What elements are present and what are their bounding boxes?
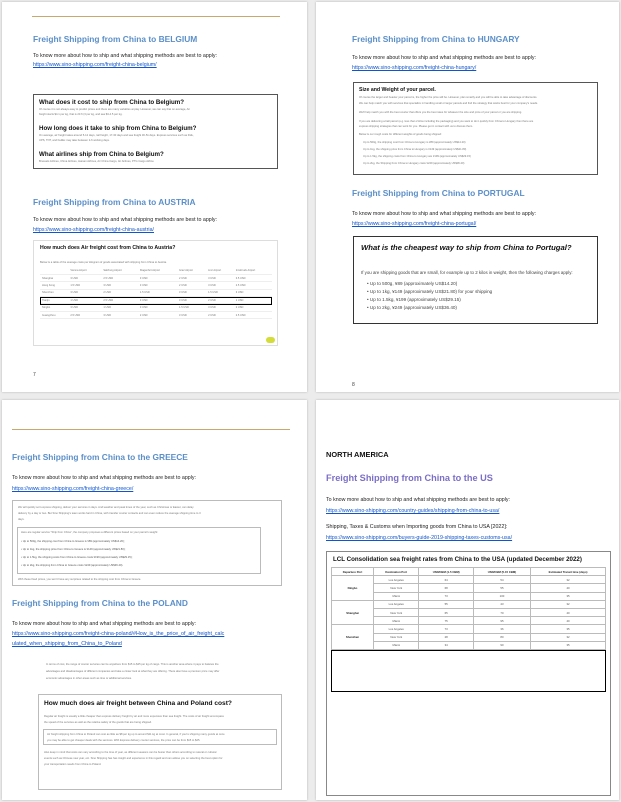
departure-port-cell: Shanghai bbox=[332, 600, 374, 625]
table-cell: 2.5 USD bbox=[234, 282, 272, 289]
intro-portugal: To know more about how to ship and what shipping methods are best to apply: bbox=[352, 211, 537, 217]
table-cell: Klagenfurt Airport bbox=[138, 267, 177, 274]
intro-austria: To know more about how to ship and what shipping methods are best to apply: bbox=[33, 217, 218, 223]
table-cell: 1 USD bbox=[68, 297, 101, 304]
table-cell: Shanghai bbox=[40, 274, 68, 281]
belgium-q1-text: freight starts $4.1 per kg, that is 23.6 (3 per kg, and sea $3-4.5 per kg. bbox=[39, 112, 123, 116]
poland-box-line: Air freight shipping from China to Poland can cost as little as $8 per kg up to around $11 kg at most. In general, if you're shipping many goods at once bbox=[47, 733, 225, 736]
table-cell: 55 bbox=[473, 584, 530, 592]
hungary-bullet: Up to 1.5kg, the shipping costs from China to Hungary are ¥199 (approximately US$29.15) bbox=[363, 155, 471, 158]
section-north-america: NORTH AMERICA bbox=[326, 450, 389, 459]
table-cell: 32 bbox=[531, 633, 606, 641]
link-austria[interactable]: https://www.sino-shipping.com/freight-china-austria/ bbox=[33, 227, 154, 233]
belgium-q2-text: On average, air freight takes around 5-12 days, rail freight, 17-30 days and sea freight 30-51 days. Express services such as DHL, bbox=[39, 134, 194, 137]
document-page-greece-poland bbox=[2, 400, 307, 800]
heading-greece: Freight Shipping from China to the GREECE bbox=[12, 452, 188, 462]
table-cell: 73 bbox=[419, 592, 473, 600]
table-cell: 3 USD bbox=[177, 311, 206, 318]
table-cell: 1.5 USD bbox=[206, 289, 234, 296]
poland-box-line: the speed of the services as well as the relative safety of the goods that are being shipped. bbox=[44, 721, 152, 724]
table-row bbox=[332, 641, 606, 649]
intro-belgium: To know more about how to ship and what shipping methods are best to apply: bbox=[33, 53, 218, 59]
austria-price-table bbox=[40, 267, 272, 319]
table-row bbox=[332, 592, 606, 600]
table-header-cell: Estimated Transit time (days) bbox=[531, 568, 606, 576]
table-cell: 2 USD bbox=[177, 274, 206, 281]
table-cell: Los Angeles bbox=[374, 625, 419, 633]
table-cell: 3 USD bbox=[138, 274, 177, 281]
link-us-taxes[interactable]: https://www.sino-shipping.com/buyers-guide-2019-shipping-taxes-customs-usa/ bbox=[326, 535, 513, 541]
link-portugal[interactable]: https://www.sino-shipping.com/freight-china-portugal/ bbox=[352, 221, 477, 227]
hungary-box-line: express shipping strategies that can work for you. Please get in contact with us to discuss them. bbox=[359, 125, 473, 128]
greece-inner-heading: Here are regular service "Ship from China", the company proposes a different prices based on your parcel's weight: bbox=[21, 531, 158, 534]
greece-box-line: delivery by a day or two. But Sino Shipping's team works hard in China, with transfer courier contacts and can even reduce the average shipping time to 3 bbox=[18, 512, 201, 515]
greece-footer-line: With these fixed prices, you won't have any surprises related to the shipping cost from China to Greece. bbox=[18, 578, 142, 581]
poland-box-line: events such as Chinese new year, etc. Sino Shipping has has insight and experience in this regard and can advise you on selecting the best option for bbox=[44, 757, 223, 760]
page-number: 7 bbox=[33, 372, 36, 378]
table-cell: 32 bbox=[531, 576, 606, 584]
table-cell: 2 USD bbox=[177, 282, 206, 289]
table-row bbox=[40, 311, 272, 318]
poland-box-line: you may be able to get cheaper deals with the services. With Express delivery courier services, the price can be from $15 to $25. bbox=[47, 739, 201, 742]
table-header-row bbox=[40, 267, 272, 274]
table-row bbox=[40, 274, 272, 281]
table-cell: 2 USD bbox=[206, 297, 234, 304]
austria-box-title: How much does Air freight cost from China to Austria? bbox=[40, 245, 176, 251]
austria-cost-box bbox=[33, 240, 278, 346]
table-row bbox=[40, 289, 272, 296]
hungary-box-line: If you are delivering a ball parcel (e.g. less than 2 kilos including the packaging) and you want to do it quickly from China to Hungary then there are bbox=[359, 120, 534, 123]
table-cell: 75 bbox=[419, 617, 473, 625]
link-belgium[interactable]: https://www.sino-shipping.com/freight-china-belgium/ bbox=[33, 62, 157, 68]
table-cell: Miami bbox=[374, 617, 419, 625]
poland-box-line: Regular air freight is usually a little cheaper than express delivery freight by air and more expensive than sea freight. The costs of air freight encompass bbox=[44, 715, 224, 718]
table-cell: 3 USD bbox=[206, 304, 234, 311]
departure-port-cell: Ningbo bbox=[332, 576, 374, 601]
table-cell: Innsbruck Airport bbox=[234, 267, 272, 274]
poland-para-line: advantages and disadvantages of different companies and take a closer look at what they are offering. There also have a premium price may offer bbox=[46, 670, 220, 673]
link-poland-cont[interactable]: ulated_when_shipping_from_China_to_Poland bbox=[12, 641, 122, 647]
table-cell: 35 bbox=[531, 641, 606, 649]
table-cell: 3 USD bbox=[68, 304, 101, 311]
table-cell: 3 USD bbox=[68, 289, 101, 296]
hungary-bullet: Up to 1kg, the shipping price from China to Hungary is ¥149 (approximately US$21.80) bbox=[363, 148, 467, 151]
table-cell: 55 bbox=[419, 600, 473, 608]
hungary-bullet: Up to 500g, the shipping cost from China to Hungary is ¥89 (approximately US$14.20) bbox=[363, 141, 466, 144]
table-cell: 40 bbox=[531, 584, 606, 592]
link-poland[interactable]: https://www.sino-shipping.com/freight-china-poland/#How_is_the_price_of_air_freight_calc bbox=[12, 631, 225, 637]
table-row bbox=[40, 304, 272, 311]
table-cell: Los Angeles bbox=[374, 576, 419, 584]
hungary-box-line: We can help match you with services that specialize in handling small or larger parcels and find the strategy that works best for your company's needs. bbox=[359, 102, 538, 105]
table-cell: 2 USD bbox=[234, 304, 272, 311]
greece-prices-panel bbox=[17, 527, 261, 574]
shenzhen-row-highlight bbox=[40, 297, 272, 305]
poland-box-title: How much does air freight between China and Poland cost? bbox=[44, 700, 232, 707]
table-cell: 3 USD bbox=[177, 297, 206, 304]
intro-hungary: To know more about how to ship and what shipping methods are best to apply: bbox=[352, 55, 537, 61]
table-header-cell: Departure Port bbox=[332, 568, 374, 576]
table-header-cell: Destination Port bbox=[374, 568, 419, 576]
hungary-box-line: Below is our rough costs for different weights of goods being shipped: bbox=[359, 133, 442, 136]
poland-para-line: In terms of cost, the range of courier services can be anywhere from $15 to $25 per kg of cargo. This is another area where it pays to balance the bbox=[46, 663, 219, 666]
greece-box-line: days. bbox=[18, 518, 25, 521]
document-page-hungary-portugal bbox=[316, 2, 619, 392]
austria-box-caption: Below is a table of the average costs per kilogram of goods associated with shipping from China to Austria. bbox=[40, 261, 167, 264]
table-cell: 2 USD bbox=[138, 311, 177, 318]
portugal-bullet: • Up to 1.5kg, ¥199 (approximately US$29.15) bbox=[367, 297, 461, 302]
table-cell: Linz Airport bbox=[206, 267, 234, 274]
hungary-box-line: We'll help match you with the best courier that offers you the best rates for whatever the size and price of your parcel or you are shipping. bbox=[359, 111, 522, 114]
poland-cost-panel bbox=[43, 729, 277, 745]
table-cell: 36 bbox=[473, 625, 530, 633]
hungary-bullet: Up to 2kg, the Shipping from China to Hungary costs ¥249 (approximately US$36.40) bbox=[363, 162, 465, 165]
portugal-bullet: • Up to 1kg, ¥149 (approximately US$21.80) for your shipping bbox=[367, 289, 493, 294]
departure-port-cell: Shenzhen bbox=[332, 625, 374, 650]
hungary-box-line: Of course the larger and heavier your parcel is, the higher the price will be. However, plan smartly and you will be able to take advantage of discounts. bbox=[359, 96, 538, 99]
table-cell: Ningbo bbox=[40, 304, 68, 311]
greece-bullet: • Up to 1.5kg, the shipping costs from China to Greece costs ¥199 (approximately US$29.15); bbox=[21, 556, 133, 559]
document-page-belgium-austria bbox=[2, 2, 307, 392]
table-cell: 3 USD bbox=[138, 282, 177, 289]
greece-bullet: • Up to 1kg, the shipping price from China to Greece is ¥149 (approximately US$21.80); bbox=[21, 548, 126, 551]
table-cell: 90 bbox=[473, 641, 530, 649]
table-cell bbox=[40, 267, 68, 274]
portugal-bullet: • Up to 500g, ¥89 (approximately US$14.20) bbox=[367, 281, 458, 286]
table-row bbox=[332, 633, 606, 641]
table-cell: 68 bbox=[419, 584, 473, 592]
heading-belgium: Freight Shipping from China to BELGIUM bbox=[33, 34, 198, 44]
table-cell: 2 USD bbox=[206, 311, 234, 318]
table-cell: Miami bbox=[374, 592, 419, 600]
poland-box-line: Also keep in mind that costs can vary according to the time of year, as different seasons can be busier than others according to natural or cultural bbox=[44, 751, 217, 754]
greece-bullet: • Up to 2kg, the shipping from China to Greece costs ¥249 (approximately US$36.40). bbox=[21, 564, 124, 567]
link-greece[interactable]: https://www.sino-shipping.com/freight-china-greece/ bbox=[12, 486, 134, 492]
table-cell: 80 bbox=[473, 633, 530, 641]
table-cell: Vienna Airport bbox=[68, 267, 101, 274]
table-row bbox=[332, 608, 606, 616]
belgium-q3-text: Brussels Airlines, China Airlines, Hainan Airlines, Air China Cargo, Air Airlines, PTG Cargo Airline bbox=[39, 160, 154, 163]
table-cell: 40 bbox=[531, 617, 606, 625]
table-cell: 70 bbox=[473, 608, 530, 616]
table-cell: Hong Kong bbox=[40, 282, 68, 289]
table-cell: 3 USD bbox=[234, 289, 272, 296]
table-cell: 65 bbox=[419, 608, 473, 616]
portugal-box-text: If you are shipping goods that are small, for example up to 2 kilos in weight, then the following charges apply: bbox=[361, 270, 573, 275]
intro-us: To know more about how to ship and what shipping methods are best to apply: bbox=[326, 497, 511, 503]
table-header-cell: USD/CBM (1-5 CBM) bbox=[419, 568, 473, 576]
portugal-box-title: What is the cheapest way to ship from China to Portugal? bbox=[361, 243, 572, 252]
table-cell: New York bbox=[374, 608, 419, 616]
table-cell: 2.5 USD bbox=[234, 311, 272, 318]
table-cell: 43 bbox=[473, 600, 530, 608]
heading-poland: Freight Shipping from China to the POLAND bbox=[12, 598, 188, 608]
table-cell: 2.5 USD bbox=[101, 297, 138, 304]
portugal-cheapest-box bbox=[353, 236, 598, 324]
link-hungary[interactable]: https://www.sino-shipping.com/freight-china-hungary/ bbox=[352, 65, 477, 71]
lcl-table-title: LCL Consolidation sea freight rates from China to the USA (updated December 2022) bbox=[333, 556, 582, 563]
lcl-rates-box bbox=[326, 551, 611, 796]
heading-hungary: Freight Shipping from China to HUNGARY bbox=[352, 34, 520, 44]
table-cell: 3 USD bbox=[138, 304, 177, 311]
table-cell: 2.5 USD bbox=[68, 311, 101, 318]
table-cell: Guangzhou bbox=[40, 311, 68, 318]
poland-cost-box bbox=[38, 694, 282, 790]
greece-bullet: • Up to 500g, the shipping cost from China to Greece is ¥89 (approximately US$14.20); bbox=[21, 540, 125, 543]
table-row bbox=[332, 625, 606, 633]
belgium-faq-box bbox=[33, 94, 278, 169]
heading-us: Freight Shipping from China to the US bbox=[326, 473, 493, 483]
table-cell: 1.5 USD bbox=[177, 304, 206, 311]
heading-austria: Freight Shipping from China to AUSTRIA bbox=[33, 197, 196, 207]
table-cell: 2 USD bbox=[101, 289, 138, 296]
portugal-bullet: • Up to 2kg, ¥249 (approximately US$36.40) bbox=[367, 305, 457, 310]
table-cell: Graz Airport bbox=[177, 267, 206, 274]
table-cell: 1 USD bbox=[101, 304, 138, 311]
document-page-north-america bbox=[316, 400, 619, 800]
table-cell: 3 USD bbox=[206, 282, 234, 289]
table-cell: 1.5 USD bbox=[138, 289, 177, 296]
poland-para-line: economic advantages in other areas such as time or additional services. bbox=[46, 677, 132, 680]
table-cell: Miami bbox=[374, 641, 419, 649]
table-cell: 3 USD bbox=[101, 282, 138, 289]
table-cell: 3.5 USD bbox=[234, 274, 272, 281]
table-cell: 3 USD bbox=[206, 274, 234, 281]
greece-box-line: We will quickly sort express shipping, deliver your services in days. And weather and peak times of the year, such as Christmas or Easter, can delay bbox=[18, 506, 194, 509]
hungary-size-weight-box bbox=[353, 82, 598, 175]
belgium-q1: What does it cost to ship from China to Belgium? bbox=[39, 99, 185, 106]
table-cell: 54 bbox=[473, 576, 530, 584]
belgium-q2: How long does it take to ship from China to Belgium? bbox=[39, 125, 197, 132]
intro-poland: To know more about how to ship and what shipping methods are best to apply: bbox=[12, 621, 197, 627]
heading-portugal: Freight Shipping from China to PORTUGAL bbox=[352, 188, 525, 198]
table-cell: 73 bbox=[419, 625, 473, 633]
table-cell: 95 bbox=[473, 617, 530, 625]
table-row bbox=[332, 584, 606, 592]
table-cell: 35 bbox=[531, 592, 606, 600]
table-row bbox=[332, 576, 606, 584]
table-cell: 3 USD bbox=[68, 274, 101, 281]
lcl-rates-table bbox=[331, 567, 606, 650]
table-cell: Tianjin bbox=[40, 297, 68, 304]
table-row bbox=[332, 617, 606, 625]
table-cell: Los Angeles bbox=[374, 600, 419, 608]
greece-express-box bbox=[12, 500, 282, 586]
table-cell: 28 bbox=[419, 633, 473, 641]
intro2-us: Shipping, Taxes & Customs when Importing goods from China to USA [2022]: bbox=[326, 524, 508, 530]
table-cell: 100 bbox=[473, 592, 530, 600]
table-cell: New York bbox=[374, 584, 419, 592]
belgium-q3: What airlines ship from China to Belgium? bbox=[39, 151, 164, 158]
table-cell: 1 USD bbox=[234, 297, 272, 304]
shenzhen-group-highlight bbox=[331, 650, 606, 692]
table-row bbox=[332, 600, 606, 608]
table-cell: 64 bbox=[419, 576, 473, 584]
belgium-q2-text: UPS, TNT, and FedEx may take between 2-6 working days. bbox=[39, 138, 110, 142]
table-row bbox=[40, 282, 272, 289]
marker-blob bbox=[266, 337, 275, 343]
belgium-q1-text: Of course it is not always easy to predict prices and there are many variables at play. However, we can say that on average, Air bbox=[39, 108, 190, 111]
table-header-cell: USD/CBM (5-15 CBM) bbox=[473, 568, 530, 576]
table-cell: 35 bbox=[531, 625, 606, 633]
table-cell: 3 USD bbox=[101, 311, 138, 318]
table-cell: New York bbox=[374, 633, 419, 641]
table-cell: Shenzhen bbox=[40, 289, 68, 296]
link-us[interactable]: https://www.sino-shipping.com/country-guides/shipping-from-china-to-usa/ bbox=[326, 508, 500, 514]
intro-greece: To know more about how to ship and what shipping methods are best to apply: bbox=[12, 475, 197, 481]
table-cell: 32 bbox=[531, 600, 606, 608]
hungary-box-title: Size and Weight of your parcel. bbox=[359, 87, 436, 93]
table-cell: 1.5 USD bbox=[68, 282, 101, 289]
table-cell: 3 USD bbox=[138, 297, 177, 304]
header-rule bbox=[32, 16, 280, 17]
table-cell: Salzburg Airport bbox=[101, 267, 138, 274]
poland-box-line: your transportation needs from China to Poland. bbox=[44, 763, 102, 766]
table-header-row bbox=[332, 568, 606, 576]
table-cell: 34 bbox=[419, 641, 473, 649]
page-number: 8 bbox=[352, 382, 355, 388]
table-cell: 3 USD bbox=[177, 289, 206, 296]
header-rule bbox=[12, 429, 290, 430]
table-cell: 40 bbox=[531, 608, 606, 616]
table-cell: 2.5 USD bbox=[101, 274, 138, 281]
